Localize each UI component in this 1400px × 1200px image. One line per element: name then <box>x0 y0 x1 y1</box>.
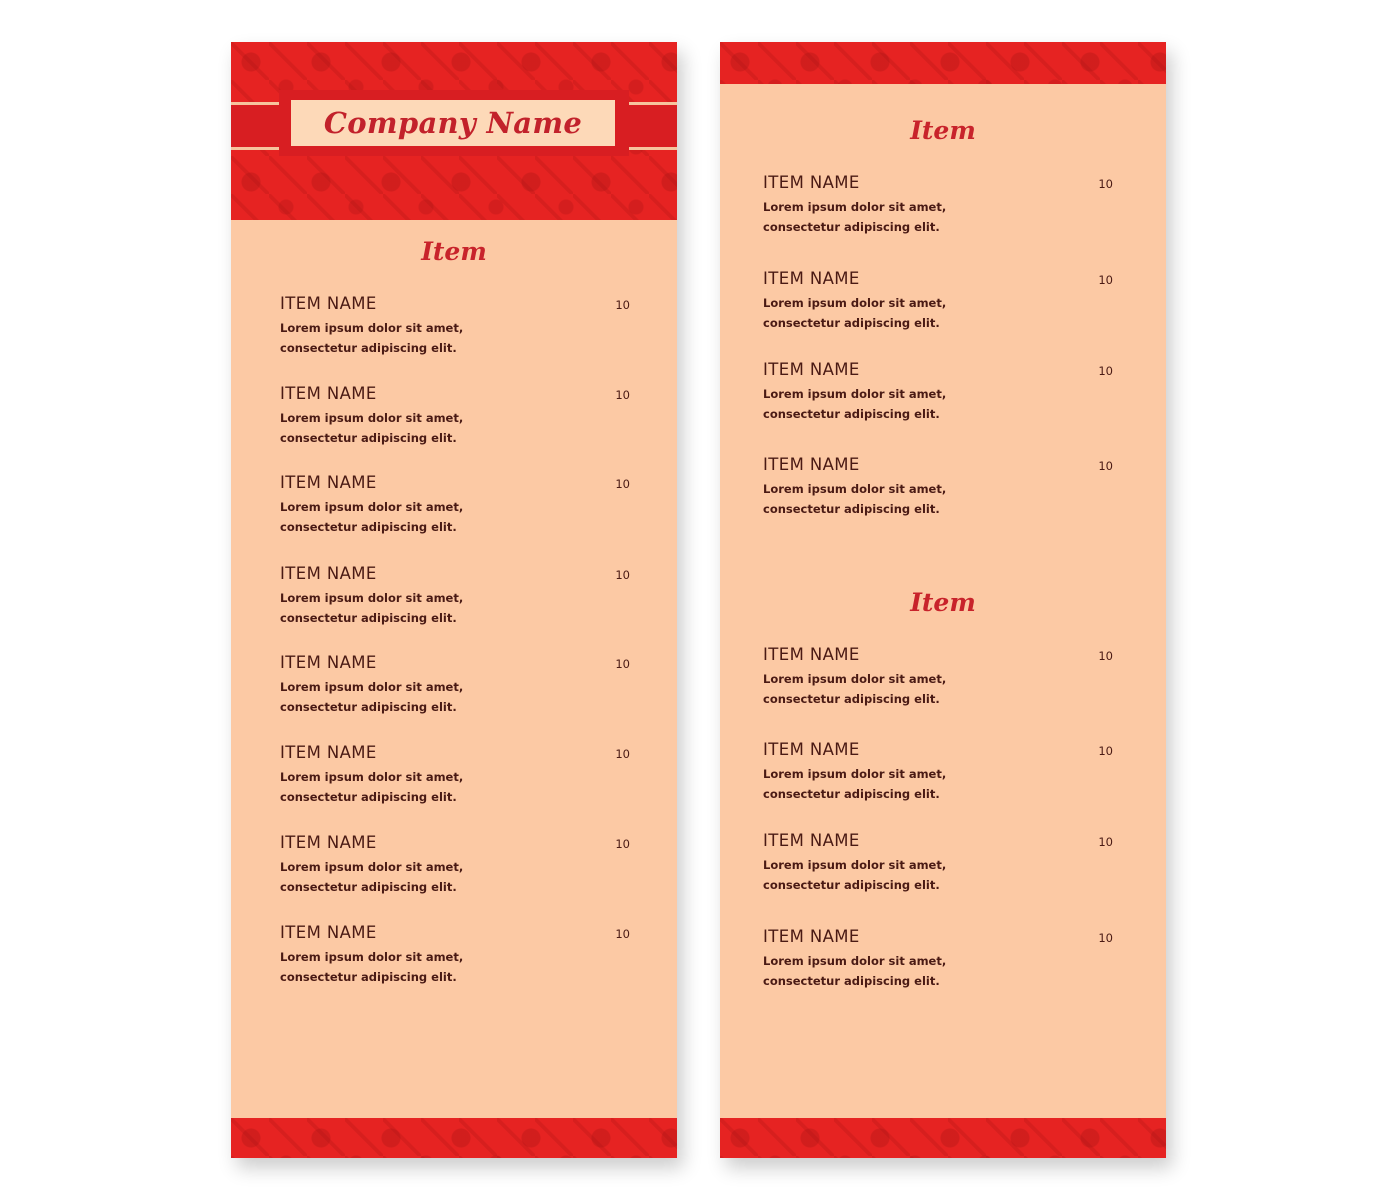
menu-panel-left <box>231 42 677 1158</box>
item-description-line: consectetur adipiscing elit. <box>763 220 940 234</box>
header-pattern-band <box>720 42 1166 84</box>
item-description-line: consectetur adipiscing elit. <box>280 611 457 625</box>
item-description-line: consectetur adipiscing elit. <box>280 431 457 445</box>
item-description-line: consectetur adipiscing elit. <box>763 974 940 988</box>
menu-item <box>763 645 1113 709</box>
item-name: ITEM NAME <box>763 360 860 379</box>
item-price: 10 <box>615 927 630 941</box>
menu-item <box>280 384 630 448</box>
item-price: 10 <box>1098 273 1113 287</box>
item-description-line: consectetur adipiscing elit. <box>280 790 457 804</box>
item-description-line: Lorem ipsum dolor sit amet, <box>280 321 464 335</box>
item-description-line: Lorem ipsum dolor sit amet, <box>280 770 464 784</box>
item-description-line: consectetur adipiscing elit. <box>280 880 457 894</box>
item-name: ITEM NAME <box>763 173 860 192</box>
item-description-line: Lorem ipsum dolor sit amet, <box>280 860 464 874</box>
item-description-line: Lorem ipsum dolor sit amet, <box>763 482 947 496</box>
item-description-line: Lorem ipsum dolor sit amet, <box>280 500 464 514</box>
item-name: ITEM NAME <box>280 833 377 852</box>
item-description <box>280 588 630 628</box>
menu-item <box>763 740 1113 804</box>
item-description-line: Lorem ipsum dolor sit amet, <box>280 950 464 964</box>
item-name: ITEM NAME <box>280 294 377 313</box>
menu-item <box>280 564 630 628</box>
menu-item <box>280 473 630 537</box>
menu-panel-right <box>720 42 1166 1158</box>
item-name: ITEM NAME <box>280 473 377 492</box>
item-description <box>763 384 1113 424</box>
item-description <box>763 669 1113 709</box>
item-price: 10 <box>615 388 630 402</box>
item-description <box>280 318 630 358</box>
item-description-line: consectetur adipiscing elit. <box>763 316 940 330</box>
menu-item <box>763 455 1113 519</box>
item-price: 10 <box>615 747 630 761</box>
section-title: Item <box>910 588 976 617</box>
item-price: 10 <box>615 837 630 851</box>
item-name: ITEM NAME <box>280 653 377 672</box>
menu-item <box>763 173 1113 237</box>
item-description <box>763 479 1113 519</box>
menu-item <box>280 653 630 717</box>
item-description-line: consectetur adipiscing elit. <box>280 700 457 714</box>
item-description-line: consectetur adipiscing elit. <box>280 520 457 534</box>
item-price: 10 <box>1098 649 1113 663</box>
item-description <box>280 497 630 537</box>
item-description-line: consectetur adipiscing elit. <box>763 787 940 801</box>
item-name: ITEM NAME <box>763 831 860 850</box>
item-description-line: consectetur adipiscing elit. <box>763 878 940 892</box>
item-description <box>763 951 1113 991</box>
menu-item <box>763 831 1113 895</box>
item-description <box>763 197 1113 237</box>
item-description-line: Lorem ipsum dolor sit amet, <box>763 767 947 781</box>
section-title: Item <box>910 116 976 145</box>
item-price: 10 <box>1098 744 1113 758</box>
item-description-line: consectetur adipiscing elit. <box>763 502 940 516</box>
company-name: Company Name <box>323 106 583 140</box>
item-name: ITEM NAME <box>280 564 377 583</box>
item-price: 10 <box>615 568 630 582</box>
menu-item <box>763 927 1113 991</box>
item-description-line: Lorem ipsum dolor sit amet, <box>763 954 947 968</box>
item-description-line: Lorem ipsum dolor sit amet, <box>763 387 947 401</box>
item-price: 10 <box>1098 177 1113 191</box>
menu-item <box>763 269 1113 333</box>
footer-pattern-band <box>720 1118 1166 1158</box>
item-description <box>763 855 1113 895</box>
item-description-line: Lorem ipsum dolor sit amet, <box>763 672 947 686</box>
item-name: ITEM NAME <box>763 927 860 946</box>
item-description-line: consectetur adipiscing elit. <box>763 407 940 421</box>
title-box <box>291 100 615 146</box>
item-description <box>280 767 630 807</box>
item-price: 10 <box>1098 364 1113 378</box>
section-title: Item <box>421 237 487 266</box>
menu-item <box>280 923 630 987</box>
item-name: ITEM NAME <box>763 455 860 474</box>
item-description <box>763 764 1113 804</box>
item-name: ITEM NAME <box>280 923 377 942</box>
item-name: ITEM NAME <box>763 740 860 759</box>
item-description-line: Lorem ipsum dolor sit amet, <box>280 411 464 425</box>
item-price: 10 <box>1098 835 1113 849</box>
item-price: 10 <box>615 298 630 312</box>
item-description-line: consectetur adipiscing elit. <box>280 970 457 984</box>
item-description <box>763 293 1113 333</box>
item-description-line: Lorem ipsum dolor sit amet, <box>763 200 947 214</box>
item-name: ITEM NAME <box>763 269 860 288</box>
item-description-line: Lorem ipsum dolor sit amet, <box>280 591 464 605</box>
item-price: 10 <box>1098 931 1113 945</box>
menu-item <box>763 360 1113 424</box>
item-description-line: Lorem ipsum dolor sit amet, <box>763 858 947 872</box>
item-description <box>280 947 630 987</box>
item-description <box>280 857 630 897</box>
item-description <box>280 677 630 717</box>
item-price: 10 <box>615 477 630 491</box>
menu-item <box>280 294 630 358</box>
item-description-line: Lorem ipsum dolor sit amet, <box>763 296 947 310</box>
item-name: ITEM NAME <box>763 645 860 664</box>
menu-item <box>280 743 630 807</box>
footer-pattern-band <box>231 1118 677 1158</box>
item-description-line: Lorem ipsum dolor sit amet, <box>280 680 464 694</box>
menu-item <box>280 833 630 897</box>
item-price: 10 <box>615 657 630 671</box>
item-description-line: consectetur adipiscing elit. <box>280 341 457 355</box>
item-price: 10 <box>1098 459 1113 473</box>
item-description-line: consectetur adipiscing elit. <box>763 692 940 706</box>
item-name: ITEM NAME <box>280 384 377 403</box>
item-name: ITEM NAME <box>280 743 377 762</box>
item-description <box>280 408 630 448</box>
